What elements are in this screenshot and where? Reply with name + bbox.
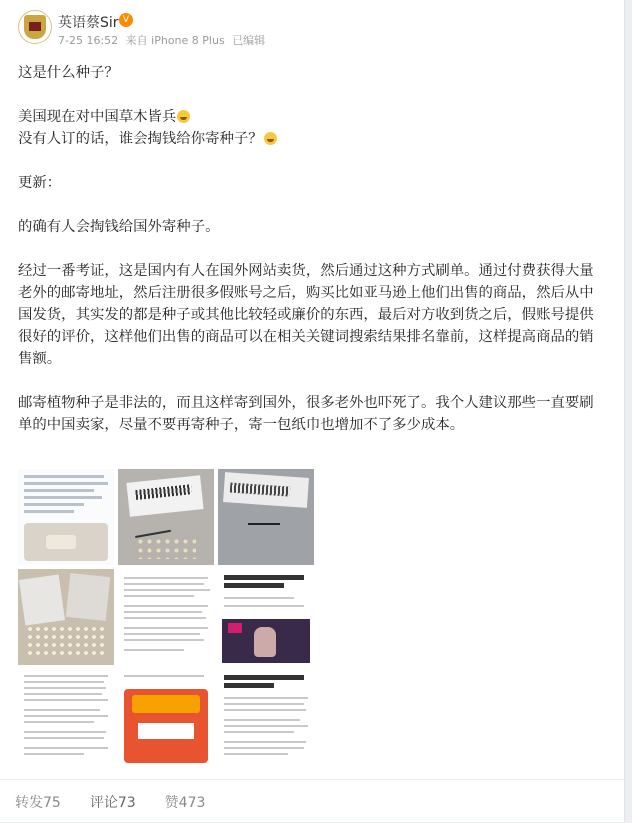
ecriminals-article-image[interactable] [218,569,314,665]
post-action-bar [0,779,624,823]
package-barcode-image[interactable] [218,469,314,565]
paragraph-gap [18,370,608,392]
image-grid [18,469,314,765]
paragraph-gap [18,194,608,216]
paragraph [18,106,608,128]
username[interactable]: 英语蔡Sir [58,15,119,31]
post-meta [58,32,269,48]
post-content [18,62,608,436]
post-header [18,10,618,50]
comment-button[interactable]: 评论73 [89,794,136,811]
asian-ecriminals-article-image[interactable] [218,669,314,765]
post-source: 来自 iPhone 8 Plus [125,34,225,47]
verified-badge-icon: V [119,13,133,27]
avatar[interactable] [18,10,52,44]
laugh-cry-emoji-icon [264,132,277,145]
repost-button[interactable]: 转发75 [15,794,61,811]
news-article-text-image[interactable] [18,669,114,765]
seed-package-label-image[interactable] [118,469,214,565]
like-button[interactable]: 赞473 [164,794,206,811]
paragraph-gap [18,84,608,106]
dunkin-donuts-box-image[interactable] [118,669,214,765]
paragraph: 经过一番考证，这是国内有人在国外网站卖货，然后通过这种方式刷单。通过付费获得大量老外的邮寄地址，然后注册很多假账号之后，购买比如亚马逊上他们出售的商品，然后从中国发货，其实发的都是种子或其他比较轻或廉价的东西，最后对方收到货之后，假账号提供很好的评价，这样他们出售的商品可以在相关关键词搜索结果排名靠前，这样提高商品的销售额。 [18,263,594,367]
post-time[interactable]: 7-25 16:52 [58,34,119,47]
paragraph-gap [18,238,608,260]
paragraph-text: 没有人订的话，谁会掏钱给你寄种子？ [18,131,263,147]
paragraph: 邮寄植物种子是非法的，而且这样寄到国外，很多老外也吓死了。我个人建议那些一直要刷单的中国卖家，尽量不要再寄种子，寄一包纸巾也增加不了多少成本。 [18,395,594,433]
paragraph: 的确有人会掏钱给国外寄种子。 [18,219,220,235]
tweet-screenshot-image[interactable] [18,469,114,565]
seed-packets-image[interactable] [18,569,114,665]
paragraph: 更新： [18,175,62,191]
paragraph: 这是什么种子？ [18,65,119,81]
paragraph [18,128,608,150]
paragraph-gap [18,150,608,172]
laugh-cry-emoji-icon [177,110,190,123]
paragraph-text: 美国现在对中国草木皆兵 [18,109,177,125]
article-text-image[interactable] [118,569,214,665]
edited-label[interactable]: 已编辑 [232,34,266,47]
